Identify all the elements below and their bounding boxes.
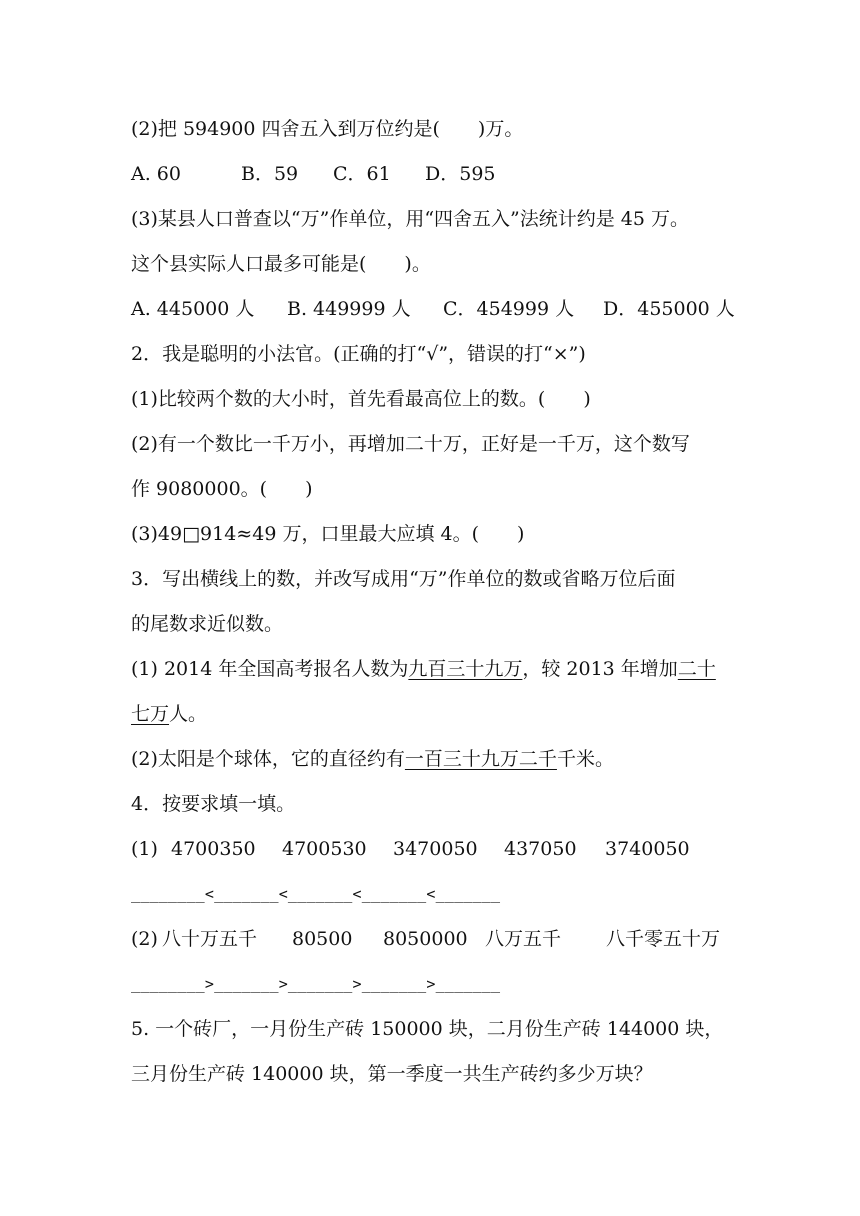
q2-item-2-line1: (2)有一个数比一千万小，再增加二十万，正好是一千万，这个数写 xyxy=(131,433,690,455)
q2-item-2-line2: 作 9080000。( ) xyxy=(131,478,313,500)
q5-line2: 三月份生产砖 140000 块，第一季度一共生产砖约多少万块？ xyxy=(131,1063,653,1085)
q4-row2-number: 8050000 xyxy=(383,928,468,950)
q1-p3-stem-line2: 这个县实际人口最多可能是( )。 xyxy=(131,253,431,275)
q3-item-2-post: 千米。 xyxy=(556,748,614,770)
q3-item-1-mid: ，较 2013 年增加 xyxy=(522,658,678,680)
q3-item-1-pre: (1) 2014 年全国高考报名人数为 xyxy=(131,658,409,680)
q1-p2-option-a: A. 60 xyxy=(131,163,181,185)
q3-item-2 xyxy=(131,747,771,771)
q3-item-1-underlined-number-1: 九百三十九万 xyxy=(408,658,523,680)
q3-title-line2: 的尾数求近似数。 xyxy=(131,613,284,635)
q3-item-2-pre: (2)太阳是个球体，它的直径约有 xyxy=(131,748,405,770)
q2-item-1: (1)比较两个数的大小时，首先看最高位上的数。( ) xyxy=(131,388,591,410)
q1-p3-option-d: D．455000 人 xyxy=(603,298,735,320)
q4-row2-number: 80500 xyxy=(292,928,353,950)
q5-line1: 5. 一个砖厂，一月份生产砖 150000 块，二月份生产砖 144000 块， xyxy=(131,1018,724,1040)
q3-title-line1: 3．写出横线上的数，并改写成用“万”作单位的数或省略万位后面 xyxy=(131,568,676,590)
q1-p2-option-d: D．595 xyxy=(425,163,496,185)
q3-item-1-post: 人。 xyxy=(169,703,208,725)
q4-row1-blanks: ________<_______<_______<_______<_______ xyxy=(131,885,501,903)
q2-title: 2．我是聪明的小法官。(正确的打“√”，错误的打“×”) xyxy=(131,343,586,365)
q4-row2-number: 八千零五十万 xyxy=(606,928,721,950)
q1-p3-options xyxy=(131,297,771,321)
q4-row2-numbers xyxy=(131,927,771,951)
q1-p2-stem: (2)把 594900 四舍五入到万位约是( )万。 xyxy=(131,118,524,140)
q4-row2-blanks: ________>_______>_______>_______>_______ xyxy=(131,975,501,993)
q3-item-2-underlined-number: 一百三十九万二千 xyxy=(404,748,557,770)
q1-p2-option-c: C．61 xyxy=(333,163,391,185)
q4-row2-number: 八万五千 xyxy=(485,928,562,950)
q4-row1-numbers xyxy=(131,837,771,861)
q3-item-1-underlined-number-2a: 二十 xyxy=(677,658,716,680)
q4-row1-number: 3470050 xyxy=(393,838,478,860)
q1-p2-option-b: B．59 xyxy=(241,163,299,185)
q3-item-1-line2 xyxy=(131,702,771,726)
q1-p3-option-c: C．454999 人 xyxy=(443,298,575,320)
q1-p3-option-b: B. 449999 人 xyxy=(287,298,411,320)
q1-p3-option-a: A. 445000 人 xyxy=(131,298,255,320)
q4-row2-number: 八十万五千 xyxy=(162,928,258,950)
q4-row1-label: (1) xyxy=(131,838,158,860)
q4-row1-number: 4700530 xyxy=(282,838,367,860)
q4-row1-number: 3740050 xyxy=(605,838,690,860)
q2-item-3: (3)49□914≈49 万，口里最大应填 4。( ) xyxy=(131,523,525,545)
q4-title: 4．按要求填一填。 xyxy=(131,793,296,815)
q3-item-1-line1 xyxy=(131,657,771,681)
q4-row1-number: 437050 xyxy=(504,838,577,860)
q4-row1-number: 4700350 xyxy=(171,838,256,860)
q4-row2-label: (2) xyxy=(131,928,158,950)
q3-item-1-underlined-number-2b: 七万 xyxy=(131,703,170,725)
q1-p2-options xyxy=(131,162,771,186)
q1-p3-stem-line1: (3)某县人口普查以“万”作单位，用“四舍五入”法统计约是 45 万。 xyxy=(131,208,690,230)
